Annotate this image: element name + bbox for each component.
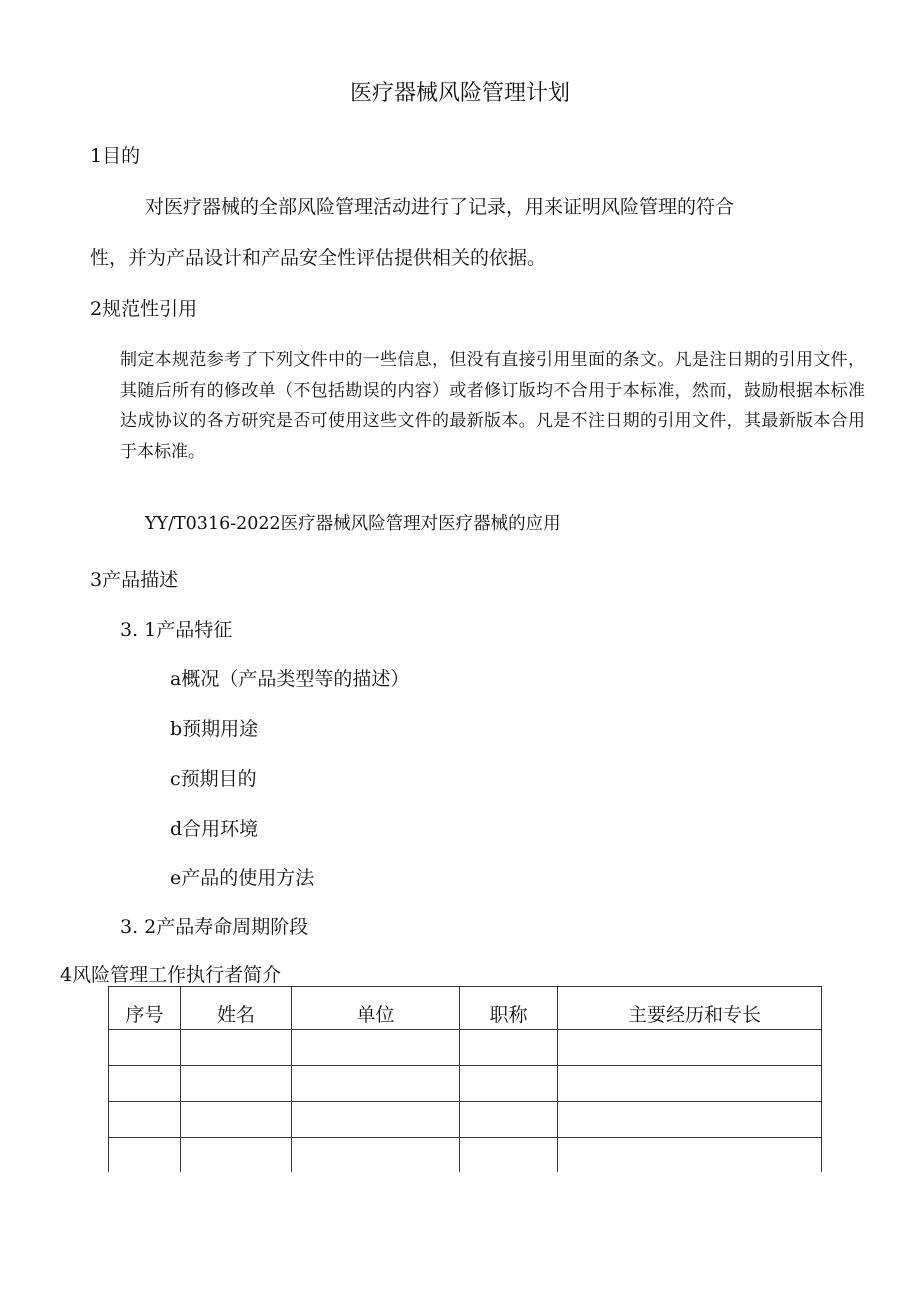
table-cell (181, 1066, 292, 1102)
section-purpose-heading: 1目的 (90, 145, 141, 167)
references-paragraph: 制定本规范参考了下列文件中的一些信息，但没有直接引用里面的条文。凡是注日期的引用文件，其随后所有的修改单（不包括勘误的内容）或者修订版均不合用于本标准，然而，鼓励根据本标准达成协议的各方研究是否可使用这些文件的最新版本。凡是不注日期的引用文件，其最新版本合用于本标准。 (120, 350, 865, 463)
table-cell (460, 1102, 558, 1138)
table-cell (181, 1138, 292, 1173)
table-row (109, 1138, 822, 1173)
table-cell (558, 1102, 822, 1138)
table-cell (109, 1138, 181, 1173)
referenced-standard: YY/T0316-2022医疗器械风险管理对医疗器械的应用 (145, 514, 561, 534)
purpose-text-line-2: 性，并为产品设计和产品安全性评估提供相关的依据。 (90, 247, 547, 269)
table-row (109, 1066, 822, 1102)
table-row (109, 1102, 822, 1138)
table-cell (558, 1066, 822, 1102)
table-cell (558, 1138, 822, 1173)
table-cell (109, 1102, 181, 1138)
subsection-lifecycle: 3. 2产品寿命周期阶段 (120, 916, 309, 938)
table-cell (292, 1066, 460, 1102)
column-header-experience: 主要经历和专长 (558, 987, 822, 1030)
purpose-text-line-1: 对医疗器械的全部风险管理活动进行了记录，用来证明风险管理的符合 (145, 196, 735, 218)
table-cell (292, 1138, 460, 1173)
table-cell (460, 1030, 558, 1066)
table-cell (460, 1138, 558, 1173)
table-cell (181, 1030, 292, 1066)
section-staff-heading: 4风险管理工作执行者简介 (60, 964, 282, 986)
feature-item-overview: a概况（产品类型等的描述） (170, 668, 410, 690)
table-cell (292, 1102, 460, 1138)
staff-table-header (109, 987, 822, 1030)
table-cell (109, 1066, 181, 1102)
feature-item-intended-purpose: c预期目的 (170, 768, 257, 790)
feature-item-environment: d合用环境 (170, 818, 259, 840)
section-product-heading: 3产品描述 (90, 569, 179, 591)
column-header-unit: 单位 (292, 987, 460, 1030)
document-title: 医疗器械风险管理计划 (349, 81, 570, 106)
table-cell (558, 1030, 822, 1066)
feature-item-usage-method: e产品的使用方法 (170, 867, 315, 889)
column-header-name: 姓名 (181, 987, 292, 1030)
section-references-heading: 2规范性引用 (90, 298, 198, 320)
table-row (109, 1030, 822, 1066)
table-cell (181, 1102, 292, 1138)
column-header-title: 职称 (460, 987, 558, 1030)
table-cell (109, 1030, 181, 1066)
table-cell (292, 1030, 460, 1066)
subsection-product-features: 3. 1产品特征 (120, 619, 233, 641)
column-header-number: 序号 (109, 987, 181, 1030)
staff-table (108, 986, 822, 1172)
table-cell (460, 1066, 558, 1102)
feature-item-intended-use: b预期用途 (170, 718, 259, 740)
